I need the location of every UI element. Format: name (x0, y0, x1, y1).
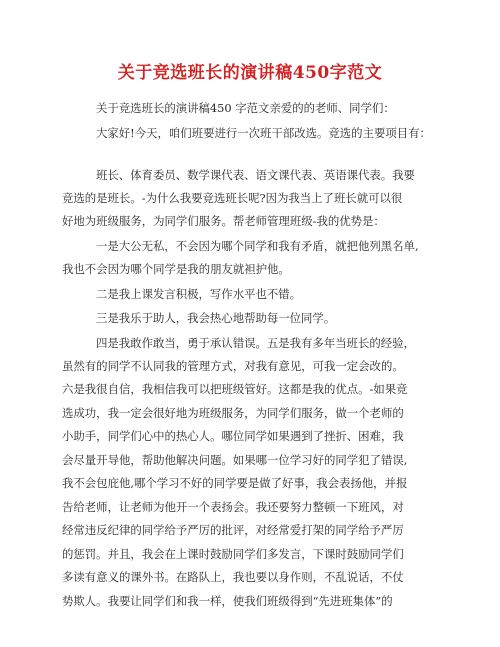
paragraph-line: 小助手，同学们心中的热心人。哪位同学如果遇到了挫折、困难，我 (62, 429, 404, 443)
paragraph-line: 虽然有的同学不认同我的管理方式，对我有意见，可我一定会改的。 (62, 359, 404, 373)
paragraph-line: 关于竞选班长的演讲稿450 字范文亲爱的的老师、同学们： (96, 101, 395, 115)
paragraph-line: 选成功，我一定会很好地为班级服务，为同学们服务，做一个老师的 (62, 406, 404, 420)
paragraph-line: 我也不会因为哪个同学是我的朋友就袒护他。 (62, 262, 290, 276)
paragraph-line: 会尽量开导他，帮助他解决问题。如果哪一位学习好的同学犯了错误, (62, 453, 408, 467)
paragraph-line: 竞选的是班长。-为什么我要竞选班长呢?因为我当上了班长就可以很 (62, 191, 403, 205)
paragraph-line: 班长、体育委员、数学课代表、语文课代表、英语课代表。我要 (96, 168, 415, 182)
paragraph-line: 好地为班级服务，为同学们服务。帮老师管理班级-我的优势是： (62, 214, 385, 228)
document-title: 关于竞选班长的演讲稿450字范文 (117, 63, 383, 83)
paragraph-line: 的惩罚。并且，我会在上课时鼓励同学们多发言，下课时鼓励同学们 (62, 547, 404, 561)
paragraph-line: 六是我很自信，我相信我可以把班级管好。这都是我的优点。-如果竞 (62, 382, 408, 396)
paragraph-line: 大家好!今天，咱们班要进行一次班干部改选。竞选的主要项目有： (96, 126, 431, 140)
paragraph-line: 经常违反纪律的同学给予严厉的批评，对经常爱打架的同学给予严厉 (62, 523, 404, 537)
paragraph-line: 势欺人。我要让同学们和我一样，使我们班级得到“先进班集体”的 (62, 594, 393, 608)
paragraph-line: 四是我敢作敢当，勇于承认错误。五是我有多年当班长的经验， (96, 336, 415, 350)
paragraph-line: 告给老师，让老师为他开一个表扬会。我还要努力整顿一下班风，对 (62, 500, 404, 514)
paragraph-line: 多读有意义的课外书。在路队上，我也要以身作则，不乱说话，不仗 (62, 570, 404, 584)
paragraph-line: 一是大公无私，不会因为哪个同学和我有矛盾，就把他列黑名单, (96, 239, 419, 253)
paragraph-line: 二是我上课发言积极，写作水平也不错。 (96, 287, 302, 301)
paragraph-line: 三是我乐于助人，我会热心地帮助每一位同学。 (96, 311, 336, 325)
paragraph-line: 我不会包庇他,哪个学习不好的同学要是做了好事，我会表扬他，并报 (62, 476, 408, 490)
